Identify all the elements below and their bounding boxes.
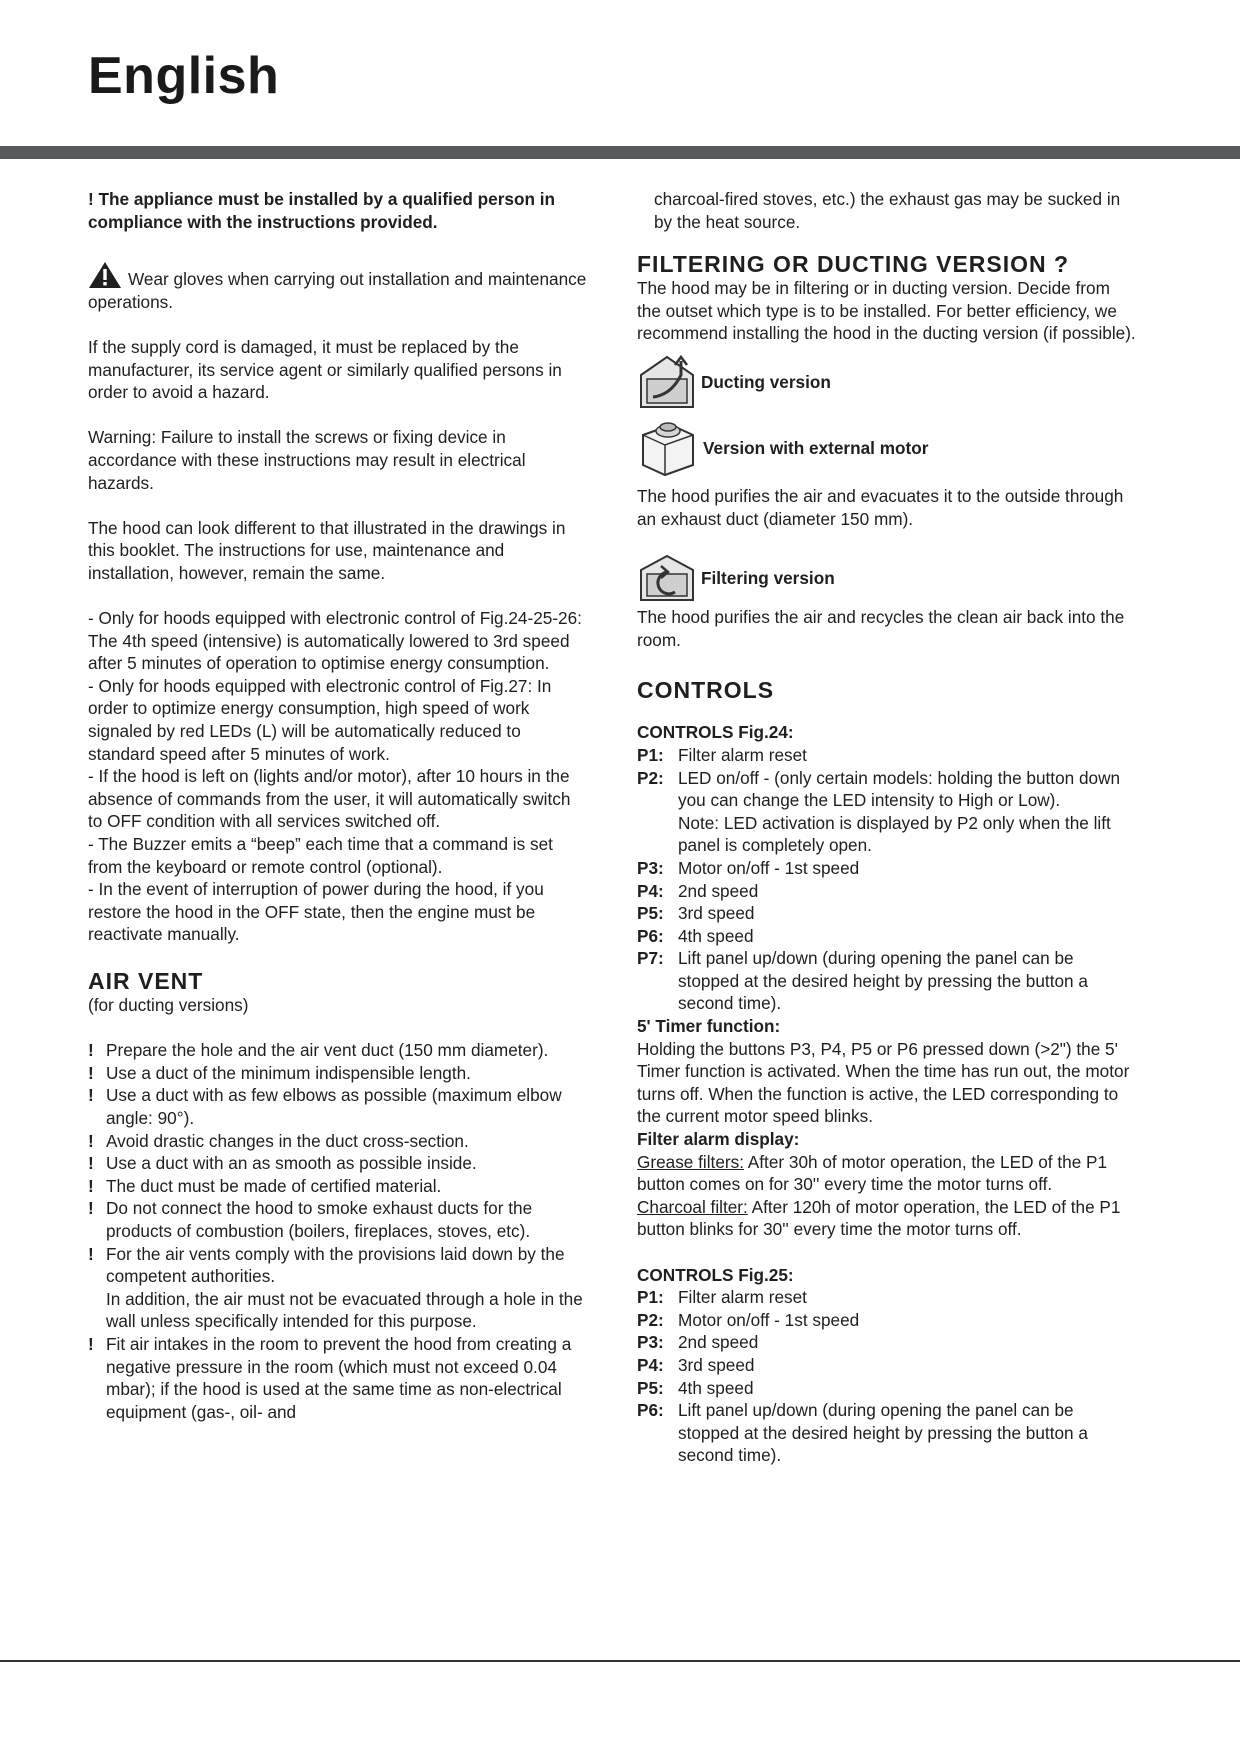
list-item: P5: 4th speed — [637, 1377, 754, 1398]
buzzer-note: - The Buzzer emits a “beep” each time that a command is set from the keyboard or remote control (optional). — [88, 834, 553, 877]
auto-off-note: - If the hood is left on (lights and/or motor), after 10 hours in the absence of commands from the user, it will automatically switch to OFF condition with all services switched off. — [88, 766, 571, 832]
timer-function-paragraph: Holding the buttons P3, P4, P5 or P6 pressed down (>2") the 5' Timer function is activated. When the time has run out, the motor turns off. When the function is active, the LED corresponding to the current motor speed blinks. — [637, 1038, 1130, 1127]
external-motor-icon — [637, 417, 699, 479]
list-item: P5: 3rd speed — [637, 903, 755, 924]
left-column — [88, 188, 588, 1423]
external-motor-label: Version with external motor — [703, 437, 929, 458]
ducting-version-label: Ducting version — [701, 371, 831, 392]
ducting-version-icon — [637, 353, 697, 411]
exclamation-icon: ! — [88, 1333, 94, 1354]
list-item: P1: Filter alarm reset — [637, 1287, 807, 1308]
filtering-description: The hood purifies the air and recycles the clean air back into the room. — [637, 607, 1125, 650]
list-item: P6: 4th speed — [637, 925, 754, 946]
grease-filter-label: Grease filters: — [637, 1151, 744, 1172]
exclamation-icon: ! — [88, 1153, 94, 1174]
controls-fig25-heading: CONTROLS Fig.25: — [637, 1264, 794, 1285]
list-item: ! Fit air intakes in the room to prevent the hood from creating a negative pressure in the room (which must not exceed 0.04 mbar); if the hood is used at the same time as non-electrical equipment (gas-, oil- and — [88, 1333, 572, 1422]
exclamation-icon: ! — [88, 1085, 94, 1106]
right-column — [637, 188, 1137, 1467]
power-interruption-note: - In the event of interruption of power during the hood, if you restore the hood in the OFF state, then the engine must be reactivate manually. — [88, 879, 544, 945]
ducting-version-row — [637, 353, 1137, 411]
controls-fig25-list — [637, 1286, 1137, 1467]
filtering-version-row — [637, 552, 1137, 604]
gloves-warning — [88, 261, 588, 313]
list-item: P4: 3rd speed — [637, 1354, 755, 1375]
exclamation-icon: ! — [88, 1040, 94, 1061]
list-item: P2: LED on/off - (only certain models: holding the button down you can change the LED intensity to High or Low). Note: LED activation is displayed by P2 only when the lift panel is completely open. — [637, 767, 1137, 857]
list-item: P7: Lift panel up/down (during opening the panel can be stopped at the desired height by pressing the button a second time). — [637, 948, 1088, 1014]
qualified-person-notice: ! The appliance must be installed by a qualified person in compliance with the instructions provided. — [88, 189, 556, 232]
external-motor-row — [637, 417, 1137, 479]
exclamation-icon: ! — [88, 1062, 94, 1083]
air-vent-list — [88, 1039, 588, 1423]
list-item: ! Avoid drastic changes in the duct cross-section. — [88, 1130, 469, 1151]
warning-triangle-icon — [88, 261, 122, 289]
exclamation-icon: ! — [88, 1243, 94, 1264]
charcoal-filter-label: Charcoal filter: — [637, 1196, 748, 1217]
list-item: P1: Filter alarm reset — [637, 744, 807, 765]
list-item: P6: Lift panel up/down (during opening the panel can be stopped at the desired height by pressing the button a second time). — [637, 1400, 1088, 1466]
list-item: P4: 2nd speed — [637, 880, 759, 901]
charcoal-filter-paragraph: Charcoal filter: After 120h of motor operation, the LED of the P1 button blinks for 30'' every time the motor turns off. — [637, 1196, 1121, 1240]
filtering-ducting-paragraph: The hood may be in filtering or in ducting version. Decide from the outset which type is to be installed. For better efficiency, we recommend installing the hood in the ducting version (if possible). — [637, 278, 1136, 344]
list-item: P2: Motor on/off - 1st speed — [637, 1309, 860, 1330]
list-item: ! For the air vents comply with the provisions laid down by the competent authorities. In addition, the air must not be evacuated through a hole in the wall unless specifically intended for this purpose. — [88, 1243, 588, 1333]
list-item: ! Use a duct with an as smooth as possible inside. — [88, 1153, 477, 1174]
footer-divider — [0, 1660, 1240, 1662]
list-item: ! Prepare the hole and the air vent duct (150 mm diameter). — [88, 1040, 549, 1061]
list-item: ! The duct must be made of certified material. — [88, 1175, 442, 1196]
gloves-warning-text: Wear gloves when carrying out installation and maintenance operations. — [88, 269, 587, 312]
continued-paragraph: charcoal-fired stoves, etc.) the exhaust gas may be sucked in by the heat source. — [654, 189, 1121, 232]
page-title: English — [88, 47, 280, 105]
filtering-version-icon — [637, 552, 697, 604]
list-item: ! Do not connect the hood to smoke exhaust ducts for the products of combustion (boilers, fireplaces, stoves, etc). — [88, 1198, 533, 1241]
screws-warning-paragraph: Warning: Failure to install the screws or fixing device in accordance with these instructions may result in electrical hazards. — [88, 427, 526, 493]
list-item: ! Use a duct with as few elbows as possible (maximum elbow angle: 90°). — [88, 1085, 562, 1128]
header-divider — [0, 146, 1240, 159]
exclamation-icon: ! — [88, 1198, 94, 1219]
filtering-version-label: Filtering version — [701, 567, 835, 588]
supply-cord-paragraph: If the supply cord is damaged, it must be replaced by the manufacturer, its service agent or similarly qualified persons in order to avoid a hazard. — [88, 336, 562, 403]
controls-fig24-list — [637, 744, 1137, 1015]
exclamation-icon: ! — [88, 1130, 94, 1151]
controls-heading: CONTROLS — [637, 677, 775, 704]
list-item: ! Use a duct of the minimum indispensible length. — [88, 1062, 471, 1083]
electronic-control-note-2: - Only for hoods equipped with electronic control of Fig.27: In order to optimize energy consumption, high speed of work signaled by red LEDs (L) will be automatically reduced to standard speed after 5 minutes of work. — [88, 675, 552, 764]
controls-fig24-heading: CONTROLS Fig.24: — [637, 722, 794, 743]
hood-appearance-paragraph: The hood can look different to that illustrated in the drawings in this booklet. The instructions for use, maintenance and installation, however, remain the same. — [88, 517, 566, 583]
timer-function-heading: 5' Timer function: — [637, 1016, 781, 1037]
list-item: P3: Motor on/off - 1st speed — [637, 857, 860, 878]
air-vent-subtitle: (for ducting versions) — [88, 995, 249, 1015]
grease-filter-paragraph: Grease filters: After 30h of motor operation, the LED of the P1 button comes on for 30'' every time the motor turns off. — [637, 1151, 1108, 1195]
intensive-speed-note: The 4th speed (intensive) is automatically lowered to 3rd speed after 5 minutes of operation to optimise energy consumption. — [88, 630, 570, 674]
list-item: P3: 2nd speed — [637, 1332, 759, 1353]
ducting-description: The hood purifies the air and evacuates it to the outside through an exhaust duct (diameter 150 mm). — [637, 485, 1124, 529]
air-vent-wall-note: In addition, the air must not be evacuated through a hole in the wall unless specifically intended for this purpose. — [106, 1288, 583, 1332]
filter-alarm-heading: Filter alarm display: — [637, 1129, 800, 1150]
filtering-ducting-heading: FILTERING OR DUCTING VERSION ? — [637, 251, 1070, 278]
led-activation-note: Note: LED activation is displayed by P2 only when the lift panel is completely open. — [678, 812, 1111, 856]
electronic-control-note-1: - Only for hoods equipped with electronic control of Fig.24-25-26: — [88, 608, 582, 629]
exclamation-icon: ! — [88, 1175, 94, 1196]
air-vent-heading: AIR VENT — [88, 968, 204, 994]
